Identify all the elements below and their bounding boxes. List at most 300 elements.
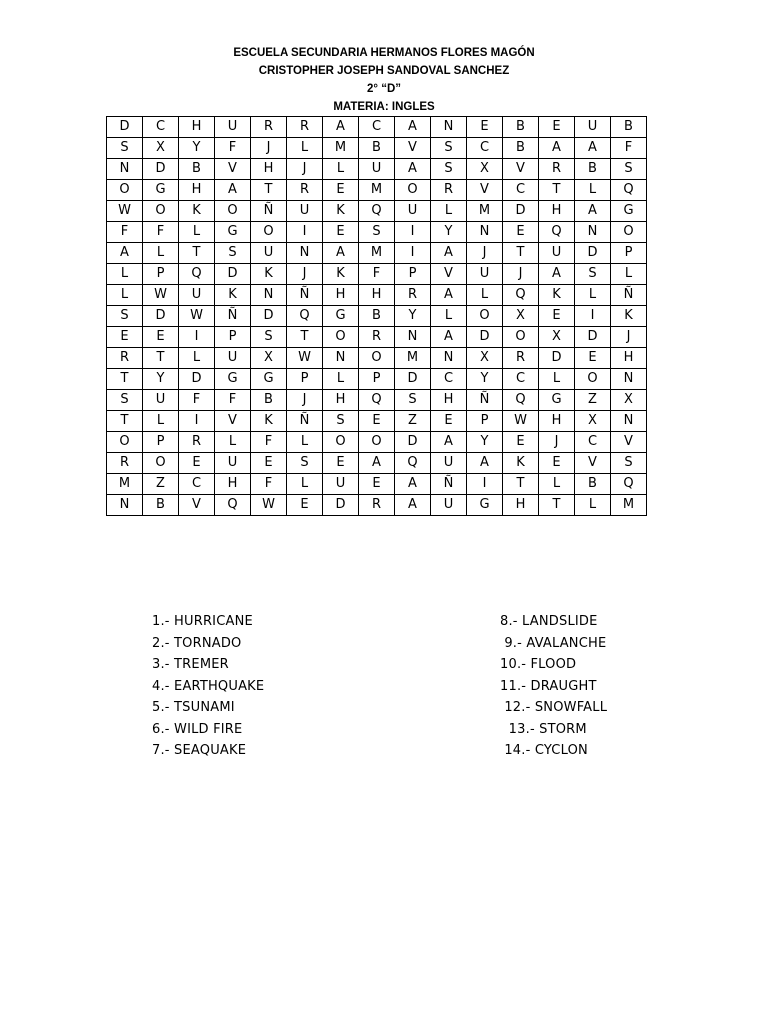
grid-cell: E xyxy=(539,306,575,327)
grid-cell: V xyxy=(179,495,215,516)
grid-cell: W xyxy=(179,306,215,327)
grid-cell: T xyxy=(143,348,179,369)
grid-row xyxy=(107,222,647,243)
grid-cell: Z xyxy=(395,411,431,432)
grid-cell: G xyxy=(611,201,647,222)
grid-cell: A xyxy=(323,243,359,264)
grid-cell: O xyxy=(575,369,611,390)
grid-cell: U xyxy=(395,201,431,222)
grid-row xyxy=(107,432,647,453)
grid-cell: F xyxy=(107,222,143,243)
grid-cell: U xyxy=(179,285,215,306)
grid-cell: W xyxy=(107,201,143,222)
word-list-left xyxy=(152,611,264,762)
grid-cell: W xyxy=(251,495,287,516)
grid-cell: Q xyxy=(611,474,647,495)
grid-cell: L xyxy=(431,306,467,327)
grid-cell: V xyxy=(215,411,251,432)
grid-cell: V xyxy=(611,432,647,453)
grid-cell: L xyxy=(611,264,647,285)
grid-cell: Z xyxy=(143,474,179,495)
grid-cell: A xyxy=(539,264,575,285)
grid-cell: E xyxy=(359,411,395,432)
grid-cell: X xyxy=(575,411,611,432)
grid-cell: A xyxy=(575,201,611,222)
grid-cell: K xyxy=(323,264,359,285)
grid-row xyxy=(107,201,647,222)
grid-cell: O xyxy=(143,453,179,474)
grid-row xyxy=(107,306,647,327)
grid-cell: N xyxy=(395,327,431,348)
grid-cell: N xyxy=(107,495,143,516)
grid-cell: N xyxy=(431,117,467,138)
grid-cell: Y xyxy=(143,369,179,390)
grid-cell: H xyxy=(503,495,539,516)
grid-cell: H xyxy=(539,411,575,432)
grid-cell: A xyxy=(215,180,251,201)
grid-cell: E xyxy=(575,348,611,369)
grid-cell: E xyxy=(107,327,143,348)
word-list-item: 9.- AVALANCHE xyxy=(500,635,607,651)
grid-cell: U xyxy=(215,453,251,474)
grid-cell: P xyxy=(359,369,395,390)
grid-cell: L xyxy=(575,495,611,516)
grid-cell: S xyxy=(575,264,611,285)
grid-cell: V xyxy=(467,180,503,201)
grid-cell: I xyxy=(467,474,503,495)
grid-cell: N xyxy=(251,285,287,306)
grid-cell: Y xyxy=(467,432,503,453)
grid-cell: O xyxy=(395,180,431,201)
grid-cell: O xyxy=(107,180,143,201)
grid-cell: L xyxy=(143,243,179,264)
grid-cell: P xyxy=(143,432,179,453)
grid-cell: M xyxy=(359,243,395,264)
grid-cell: R xyxy=(179,432,215,453)
grid-cell: A xyxy=(575,138,611,159)
grid-cell: E xyxy=(323,453,359,474)
grid-cell: I xyxy=(179,327,215,348)
grid-row xyxy=(107,243,647,264)
word-list-item: 5.- TSUNAMI xyxy=(152,700,235,715)
grid-cell: L xyxy=(107,285,143,306)
grid-cell: A xyxy=(395,495,431,516)
grid-cell: J xyxy=(287,159,323,180)
grid-cell: Ñ xyxy=(467,390,503,411)
grid-cell: O xyxy=(359,348,395,369)
grid-cell: S xyxy=(287,453,323,474)
grid-cell: Q xyxy=(215,495,251,516)
grid-cell: I xyxy=(395,222,431,243)
word-list-item: 11.- DRAUGHT xyxy=(500,678,597,694)
grid-cell: Q xyxy=(395,453,431,474)
grid-cell: L xyxy=(287,474,323,495)
grid-row xyxy=(107,159,647,180)
grid-cell: E xyxy=(503,432,539,453)
word-list-item: 3.- TREMER xyxy=(152,657,229,672)
grid-cell: C xyxy=(503,180,539,201)
grid-cell: P xyxy=(611,243,647,264)
grid-cell: S xyxy=(359,222,395,243)
grid-cell: A xyxy=(431,243,467,264)
grid-cell: R xyxy=(107,453,143,474)
grid-cell: J xyxy=(539,432,575,453)
grid-cell: T xyxy=(287,327,323,348)
grid-cell: L xyxy=(323,369,359,390)
grid-cell: P xyxy=(395,264,431,285)
grid-cell: R xyxy=(359,327,395,348)
grid-cell: E xyxy=(431,411,467,432)
grid-cell: F xyxy=(251,432,287,453)
grid-cell: Y xyxy=(395,306,431,327)
grid-row xyxy=(107,327,647,348)
grid-cell: K xyxy=(251,411,287,432)
grid-cell: R xyxy=(107,348,143,369)
grid-cell: K xyxy=(215,285,251,306)
grid-cell: A xyxy=(431,285,467,306)
grid-row xyxy=(107,453,647,474)
grid-cell: S xyxy=(395,390,431,411)
word-list-item: 14.- CYCLON xyxy=(500,743,588,758)
grid-row xyxy=(107,117,647,138)
grid-cell: P xyxy=(143,264,179,285)
subject-label: MATERIA: INGLES xyxy=(333,101,435,113)
grid-cell: H xyxy=(359,285,395,306)
grid-cell: S xyxy=(431,138,467,159)
grid-cell: Q xyxy=(359,201,395,222)
grid-cell: H xyxy=(611,348,647,369)
grid-cell: W xyxy=(503,411,539,432)
grid-cell: A xyxy=(395,474,431,495)
grid-row xyxy=(107,348,647,369)
grid-cell: G xyxy=(251,369,287,390)
grid-cell: K xyxy=(251,264,287,285)
school-name: ESCUELA SECUNDARIA HERMANOS FLORES MAGÓN xyxy=(233,47,535,59)
grid-cell: W xyxy=(287,348,323,369)
grid-cell: B xyxy=(359,306,395,327)
grid-cell: Ñ xyxy=(431,474,467,495)
grid-cell: Q xyxy=(503,285,539,306)
grid-cell: G xyxy=(215,222,251,243)
word-list-item: 1.- HURRICANE xyxy=(152,614,253,629)
grid-cell: D xyxy=(143,306,179,327)
grid-cell: Ñ xyxy=(287,411,323,432)
grid-cell: U xyxy=(467,264,503,285)
grid-cell: K xyxy=(179,201,215,222)
grid-cell: N xyxy=(107,159,143,180)
grid-cell: H xyxy=(539,201,575,222)
grid-cell: D xyxy=(467,327,503,348)
grid-cell: V xyxy=(395,138,431,159)
grid-cell: D xyxy=(539,348,575,369)
grid-cell: C xyxy=(575,432,611,453)
grid-cell: K xyxy=(323,201,359,222)
grid-cell: U xyxy=(251,243,287,264)
grid-cell: B xyxy=(251,390,287,411)
grid-cell: T xyxy=(539,495,575,516)
grid-cell: F xyxy=(359,264,395,285)
grid-cell: O xyxy=(359,432,395,453)
grid-cell: H xyxy=(215,474,251,495)
grid-cell: B xyxy=(503,138,539,159)
grid-cell: L xyxy=(179,348,215,369)
grid-cell: O xyxy=(323,327,359,348)
grid-cell: L xyxy=(539,474,575,495)
grid-cell: F xyxy=(611,138,647,159)
grid-cell: Q xyxy=(611,180,647,201)
grid-cell: U xyxy=(215,348,251,369)
grid-row xyxy=(107,411,647,432)
grid-cell: M xyxy=(467,201,503,222)
grid-cell: C xyxy=(359,117,395,138)
grid-cell: H xyxy=(323,390,359,411)
grid-cell: E xyxy=(143,327,179,348)
grid-cell: Ñ xyxy=(287,285,323,306)
word-list-item: 2.- TORNADO xyxy=(152,635,242,651)
grid-cell: S xyxy=(107,306,143,327)
grid-cell: D xyxy=(107,117,143,138)
grid-cell: E xyxy=(539,453,575,474)
word-list-item: 6.- WILD FIRE xyxy=(152,721,243,737)
grid-cell: O xyxy=(215,201,251,222)
grid-cell: L xyxy=(215,432,251,453)
grid-cell: N xyxy=(611,411,647,432)
grid-cell: D xyxy=(179,369,215,390)
grid-cell: X xyxy=(611,390,647,411)
grid-row xyxy=(107,495,647,516)
grid-cell: P xyxy=(215,327,251,348)
grid-cell: S xyxy=(215,243,251,264)
grid-cell: C xyxy=(179,474,215,495)
grid-cell: L xyxy=(539,369,575,390)
grid-cell: K xyxy=(539,285,575,306)
grid-cell: O xyxy=(467,306,503,327)
grid-cell: R xyxy=(539,159,575,180)
grid-cell: I xyxy=(395,243,431,264)
grid-cell: B xyxy=(179,159,215,180)
grid-cell: M xyxy=(323,138,359,159)
grid-cell: O xyxy=(107,432,143,453)
grid-cell: V xyxy=(503,159,539,180)
grid-cell: E xyxy=(251,453,287,474)
grid-cell: G xyxy=(143,180,179,201)
grid-cell: Ñ xyxy=(611,285,647,306)
grid-cell: N xyxy=(575,222,611,243)
grid-cell: H xyxy=(431,390,467,411)
grid-cell: Ñ xyxy=(251,201,287,222)
grid-cell: D xyxy=(215,264,251,285)
grid-cell: V xyxy=(431,264,467,285)
grid-cell: U xyxy=(431,495,467,516)
grid-cell: H xyxy=(179,117,215,138)
word-list-item: 8.- LANDSLIDE xyxy=(500,614,598,629)
grid-cell: U xyxy=(359,159,395,180)
grid-cell: T xyxy=(503,474,539,495)
grid-cell: S xyxy=(107,138,143,159)
grid-cell: X xyxy=(251,348,287,369)
grid-cell: A xyxy=(323,117,359,138)
grid-cell: J xyxy=(467,243,503,264)
grid-cell: E xyxy=(179,453,215,474)
grid-cell: X xyxy=(467,159,503,180)
grid-cell: B xyxy=(359,138,395,159)
grid-row xyxy=(107,474,647,495)
grid-cell: Ñ xyxy=(215,306,251,327)
grid-cell: X xyxy=(503,306,539,327)
grid-cell: S xyxy=(107,390,143,411)
grid-cell: B xyxy=(575,474,611,495)
grid-cell: E xyxy=(323,180,359,201)
grid-cell: T xyxy=(539,180,575,201)
grid-cell: N xyxy=(467,222,503,243)
grid-cell: A xyxy=(539,138,575,159)
grid-cell: X xyxy=(539,327,575,348)
grid-cell: R xyxy=(287,117,323,138)
grid-row xyxy=(107,390,647,411)
grid-cell: Q xyxy=(287,306,323,327)
group-label: 2° “D” xyxy=(367,83,401,95)
grid-row xyxy=(107,264,647,285)
grid-cell: M xyxy=(107,474,143,495)
grid-cell: V xyxy=(575,453,611,474)
word-list-item: 13.- STORM xyxy=(500,721,587,737)
grid-cell: B xyxy=(143,495,179,516)
grid-cell: L xyxy=(287,432,323,453)
grid-row xyxy=(107,138,647,159)
word-list-item: 4.- EARTHQUAKE xyxy=(152,678,265,694)
grid-cell: B xyxy=(611,117,647,138)
grid-cell: E xyxy=(323,222,359,243)
grid-cell: L xyxy=(179,222,215,243)
word-list-item: 10.- FLOOD xyxy=(500,657,577,672)
grid-cell: B xyxy=(575,159,611,180)
grid-cell: T xyxy=(107,369,143,390)
grid-cell: J xyxy=(503,264,539,285)
grid-cell: N xyxy=(323,348,359,369)
grid-cell: A xyxy=(395,117,431,138)
grid-cell: B xyxy=(503,117,539,138)
grid-cell: Q xyxy=(179,264,215,285)
word-list-right xyxy=(500,611,607,762)
grid-cell: F xyxy=(179,390,215,411)
grid-cell: C xyxy=(503,369,539,390)
grid-cell: A xyxy=(359,453,395,474)
grid-cell: N xyxy=(611,369,647,390)
grid-cell: R xyxy=(431,180,467,201)
grid-cell: Q xyxy=(359,390,395,411)
grid-cell: T xyxy=(179,243,215,264)
grid-cell: S xyxy=(323,411,359,432)
grid-cell: E xyxy=(467,117,503,138)
grid-cell: O xyxy=(323,432,359,453)
grid-cell: C xyxy=(143,117,179,138)
grid-cell: E xyxy=(503,222,539,243)
grid-cell: Y xyxy=(467,369,503,390)
grid-cell: H xyxy=(251,159,287,180)
grid-cell: U xyxy=(323,474,359,495)
grid-cell: N xyxy=(431,348,467,369)
grid-cell: L xyxy=(287,138,323,159)
grid-cell: T xyxy=(251,180,287,201)
grid-cell: I xyxy=(179,411,215,432)
grid-cell: D xyxy=(575,243,611,264)
grid-cell: Q xyxy=(539,222,575,243)
grid-cell: P xyxy=(287,369,323,390)
grid-cell: R xyxy=(287,180,323,201)
grid-cell: D xyxy=(323,495,359,516)
grid-cell: O xyxy=(503,327,539,348)
grid-cell: J xyxy=(251,138,287,159)
grid-cell: T xyxy=(503,243,539,264)
grid-cell: I xyxy=(575,306,611,327)
grid-cell: S xyxy=(251,327,287,348)
grid-cell: F xyxy=(251,474,287,495)
grid-cell: K xyxy=(611,306,647,327)
grid-cell: A xyxy=(431,327,467,348)
grid-cell: U xyxy=(215,117,251,138)
grid-cell: R xyxy=(251,117,287,138)
student-name: CRISTOPHER JOSEPH SANDOVAL SANCHEZ xyxy=(258,65,510,77)
grid-cell: M xyxy=(611,495,647,516)
grid-cell: K xyxy=(503,453,539,474)
grid-cell: L xyxy=(467,285,503,306)
word-list-item: 7.- SEAQUAKE xyxy=(152,743,247,758)
grid-cell: A xyxy=(395,159,431,180)
document-header xyxy=(0,44,768,116)
grid-cell: D xyxy=(143,159,179,180)
grid-cell: L xyxy=(107,264,143,285)
grid-cell: A xyxy=(431,432,467,453)
grid-cell: P xyxy=(467,411,503,432)
grid-cell: C xyxy=(467,138,503,159)
word-search-grid xyxy=(106,116,647,516)
grid-cell: U xyxy=(431,453,467,474)
grid-cell: V xyxy=(215,159,251,180)
grid-cell: H xyxy=(323,285,359,306)
grid-cell: E xyxy=(539,117,575,138)
grid-cell: Q xyxy=(503,390,539,411)
grid-cell: L xyxy=(323,159,359,180)
grid-cell: T xyxy=(107,411,143,432)
grid-cell: J xyxy=(287,264,323,285)
grid-cell: J xyxy=(287,390,323,411)
grid-cell: I xyxy=(287,222,323,243)
grid-cell: L xyxy=(575,285,611,306)
grid-row xyxy=(107,369,647,390)
grid-cell: U xyxy=(143,390,179,411)
grid-cell: L xyxy=(143,411,179,432)
grid-cell: J xyxy=(611,327,647,348)
grid-cell: U xyxy=(287,201,323,222)
grid-cell: D xyxy=(575,327,611,348)
grid-cell: D xyxy=(395,432,431,453)
grid-cell: E xyxy=(287,495,323,516)
grid-cell: R xyxy=(503,348,539,369)
grid-cell: R xyxy=(359,495,395,516)
grid-cell: G xyxy=(323,306,359,327)
grid-cell: O xyxy=(251,222,287,243)
grid-cell: X xyxy=(467,348,503,369)
grid-cell: A xyxy=(467,453,503,474)
grid-cell: G xyxy=(539,390,575,411)
grid-cell: C xyxy=(431,369,467,390)
grid-cell: W xyxy=(143,285,179,306)
grid-cell: N xyxy=(287,243,323,264)
grid-cell: R xyxy=(395,285,431,306)
grid-cell: X xyxy=(143,138,179,159)
grid-cell: L xyxy=(575,180,611,201)
word-list-item: 12.- SNOWFALL xyxy=(500,700,608,715)
